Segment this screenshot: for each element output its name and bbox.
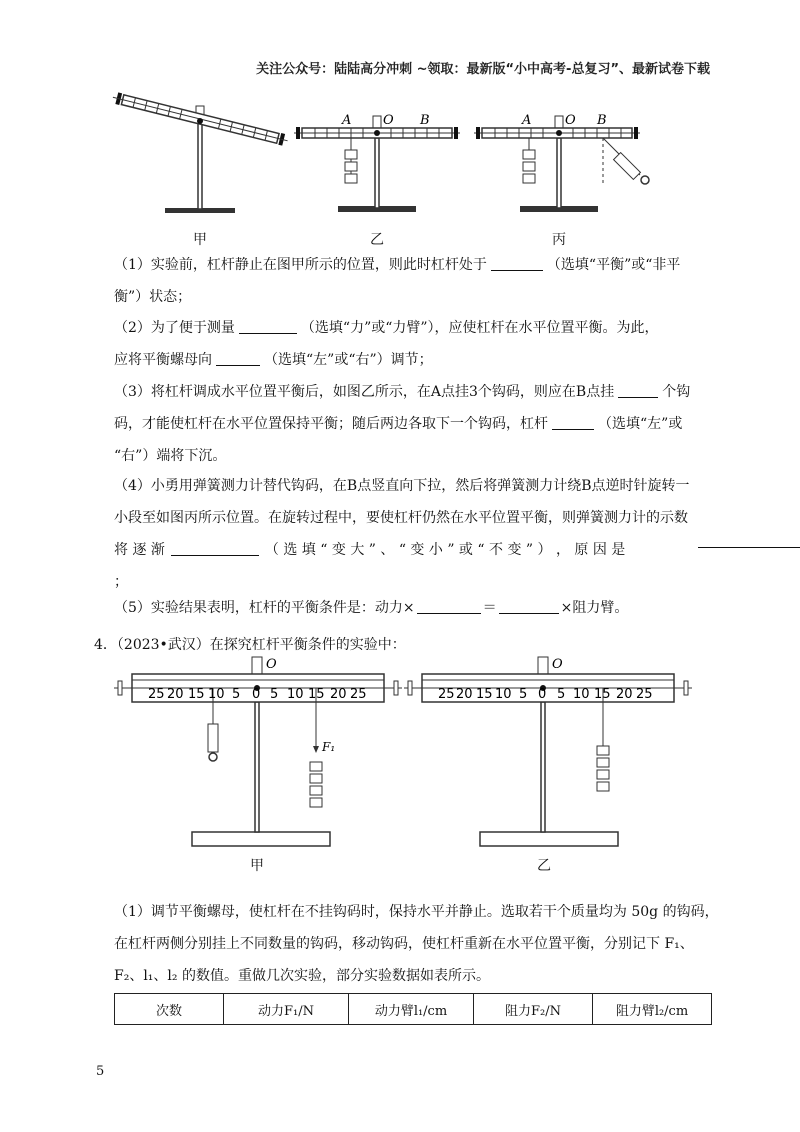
svg-text:15: 15 xyxy=(594,687,611,702)
lever-figure-top xyxy=(110,90,670,220)
caption-bing: 丙 xyxy=(552,232,566,248)
label-o-yi: O xyxy=(383,113,394,128)
svg-text:25: 25 xyxy=(148,687,165,702)
page-header: 关注公众号：陆陆高分冲刺 ~领取：最新版“小中高考-总复习”、最新试卷下载 xyxy=(256,62,710,77)
caption-yi: 乙 xyxy=(370,232,384,248)
svg-text:5: 5 xyxy=(232,687,241,702)
svg-text:15: 15 xyxy=(188,687,205,702)
svg-text:20: 20 xyxy=(456,687,473,702)
svg-text:25: 25 xyxy=(350,687,367,702)
svg-text:10: 10 xyxy=(495,687,512,702)
q3-part1: （1）实验前，杠杆静止在图甲所示的位置，则此时杠杆处于 （选填“平衡”或“非平 衡”）状态； xyxy=(114,249,714,313)
svg-text:5: 5 xyxy=(519,687,528,702)
ruler-ticks-jia xyxy=(148,687,367,702)
ruler-ticks-yi xyxy=(438,687,653,702)
label-b-bing: B xyxy=(597,113,607,128)
svg-text:10: 10 xyxy=(287,687,304,702)
ruler-lever-figure xyxy=(110,654,700,854)
label-a-yi: A xyxy=(342,113,352,128)
label-f1: F₁ xyxy=(322,740,336,754)
q3-part5: （5）实验结果表明，杠杆的平衡条件是：动力× ＝ ×阻力臂。 xyxy=(114,592,714,624)
page-number: 5 xyxy=(96,1064,105,1079)
svg-text:10: 10 xyxy=(573,687,590,702)
answer-blank[interactable] xyxy=(491,254,543,271)
label-b-yi: B xyxy=(420,113,430,128)
svg-text:0: 0 xyxy=(538,687,547,702)
svg-text:5: 5 xyxy=(557,687,566,702)
label-o-jia: O xyxy=(266,657,277,672)
caption-q4-yi: 乙 xyxy=(537,858,551,874)
svg-text:0: 0 xyxy=(252,687,261,702)
answer-blank[interactable] xyxy=(618,381,658,398)
svg-text:5: 5 xyxy=(270,687,279,702)
data-table xyxy=(114,993,712,1025)
svg-text:20: 20 xyxy=(330,687,347,702)
caption-q4-jia: 甲 xyxy=(250,858,264,874)
q3-part2: （2）为了便于测量 （选填“力”或“力臂”），应使杠杆在水平位置平衡。为此， 应将平衡螺母向 （选填“左”或“右”）调节； xyxy=(114,312,714,376)
svg-text:10: 10 xyxy=(208,687,225,702)
answer-blank-reason[interactable] xyxy=(698,547,800,548)
answer-blank[interactable] xyxy=(171,539,259,556)
svg-text:15: 15 xyxy=(476,687,493,702)
caption-jia: 甲 xyxy=(193,232,207,248)
th-f1: 动力F₁/N xyxy=(224,994,349,1025)
answer-blank[interactable] xyxy=(417,597,481,614)
q3-part4: （4）小勇用弹簧测力计替代钩码，在B点竖直向下拉，然后将弹簧测力计绕B点逆时针旋转一 小段至如图丙所示位置。在旋转过程中，要使杠杆仍然在水平位置平衡，则弹簧测力计的示数 将 逐 渐 （ 选 填 “ 变 大 ” 、 “ 变 小 ” 或 “ 不 变 ” ） ， 原 因 是 ； xyxy=(114,478,690,590)
th-f2: 阻力F₂/N xyxy=(474,994,593,1025)
lever-jia xyxy=(111,91,289,213)
label-o-bing: O xyxy=(565,113,576,128)
th-l2: 阻力臂l₂/cm xyxy=(593,994,712,1025)
ruler-lever-jia xyxy=(114,657,402,846)
svg-text:25: 25 xyxy=(438,687,455,702)
q3-part3: （3）将杠杆调成水平位置平衡后，如图乙所示，在A点挂3个钩码，则应在B点挂 个钩 码，才能使杠杆在水平位置保持平衡；随后两边各取下一个钩码，杠杆 （选填“左”或 “右”）端将下沉。 xyxy=(114,376,714,472)
table-header-row xyxy=(115,994,712,1025)
answer-blank[interactable] xyxy=(552,413,594,430)
answer-blank[interactable] xyxy=(216,349,260,366)
lever-bing xyxy=(474,116,649,212)
q4-heading: 4．（2023•武汉）在探究杠杆平衡条件的实验中： xyxy=(94,637,406,653)
th-l1: 动力臂l₁/cm xyxy=(349,994,474,1025)
lever-yi xyxy=(294,116,460,212)
th-trial: 次数 xyxy=(115,994,224,1025)
svg-text:20: 20 xyxy=(616,687,633,702)
answer-blank[interactable] xyxy=(239,317,297,334)
label-o-yi2: O xyxy=(552,657,563,672)
svg-text:25: 25 xyxy=(636,687,653,702)
q4-part1: （1）调节平衡螺母，使杠杆在不挂钩码时，保持水平并静止。选取若干个质量均为 50g 的钩码， 在杠杆两侧分别挂上不同数量的钩码，移动钩码，使杠杆重新在水平位置平衡，分别记下 F₁、 F₂、l₁、l₂ 的数值。重做几次实验，部分实验数据如表所示。 xyxy=(114,904,719,984)
label-a-bing: A xyxy=(522,113,532,128)
answer-blank[interactable] xyxy=(499,597,559,614)
ruler-lever-yi xyxy=(404,657,692,846)
svg-text:15: 15 xyxy=(308,687,325,702)
svg-text:20: 20 xyxy=(167,687,184,702)
